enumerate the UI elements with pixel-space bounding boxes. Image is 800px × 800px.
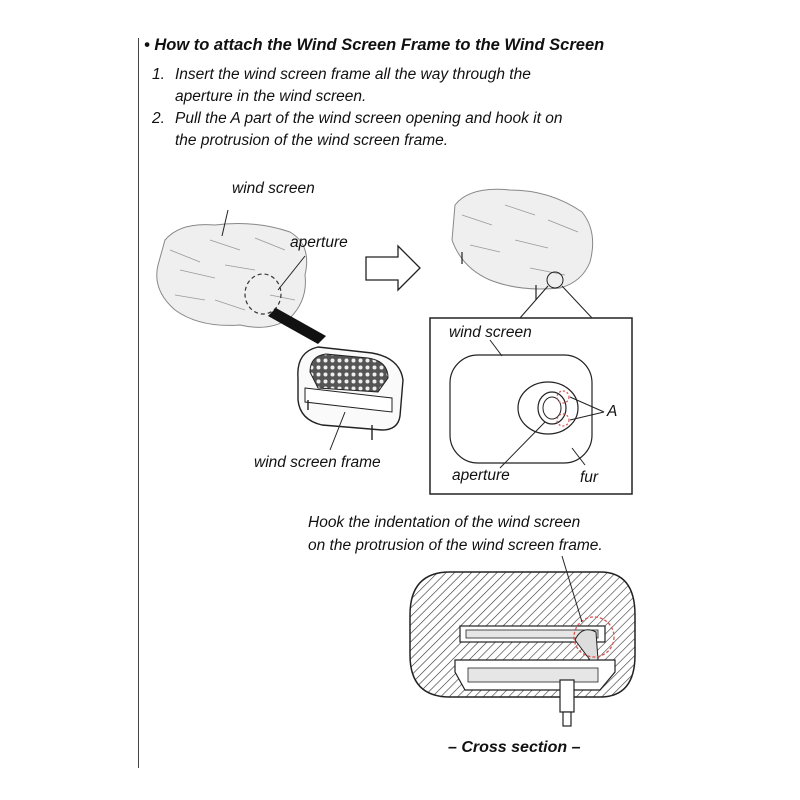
label-wind-screen-left: wind screen (232, 180, 315, 197)
cross-section-diagram (410, 572, 635, 726)
step-1-line1: Insert the wind screen frame all the way through the (175, 66, 531, 83)
label-wind-screen-frame: wind screen frame (254, 454, 381, 471)
section-heading: • How to attach the Wind Screen Frame to the Wind Screen (144, 36, 605, 54)
label-detail-wind-screen: wind screen (449, 324, 532, 341)
arrow-right (366, 246, 420, 290)
step-2-number: 2. (152, 110, 165, 127)
wind-screen-assembled (452, 189, 593, 300)
cross-section-caption: – Cross section – (448, 739, 581, 756)
step-1-number: 1. (152, 66, 165, 83)
wind-screen-left (157, 224, 307, 328)
hook-note-line1: Hook the indentation of the wind screen (308, 514, 581, 531)
step-1-line2: aperture in the wind screen. (175, 88, 367, 105)
hook-note-line2: on the protrusion of the wind screen frame. (308, 537, 603, 554)
insertion-bar (268, 308, 326, 344)
label-fur: fur (580, 469, 599, 486)
label-detail-aperture: aperture (452, 467, 510, 484)
wind-screen-frame (298, 347, 403, 440)
label-a: A (607, 403, 618, 420)
step-2-line2: the protrusion of the wind screen frame. (175, 132, 449, 149)
label-aperture-left: aperture (290, 234, 348, 251)
step-2-line1: Pull the A part of the wind screen opening and hook it on (175, 110, 563, 127)
